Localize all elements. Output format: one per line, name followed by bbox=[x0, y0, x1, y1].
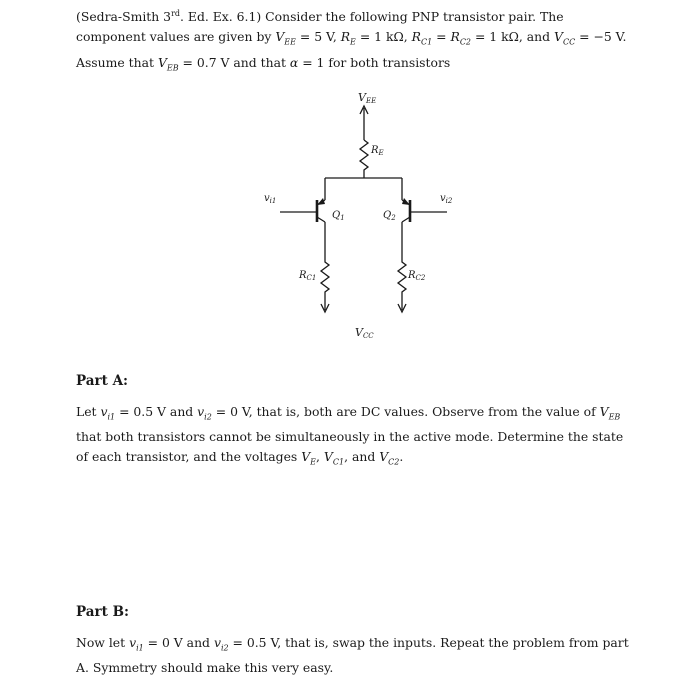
part-b-text: Now let $v_{i1} = 0$ V and $v_{i2} = 0.5$ V, that is, swap the inputs. Repeat the problem from part A. Symmetry should make this very easy. bbox=[76, 635, 629, 676]
q1-transistor bbox=[280, 198, 325, 222]
part-a-heading: Part A: bbox=[76, 373, 129, 389]
re-label: $R_E$ bbox=[371, 145, 384, 157]
rc2-label: $R_{C2}$ bbox=[408, 270, 426, 282]
q2-label: $Q_2$ bbox=[383, 210, 396, 222]
vi1-label: $v_{i1}$ bbox=[264, 193, 277, 205]
part-a-text: Let $v_{i1} = 0.5$ V and $v_{i2} = 0$ V, that is, both are DC values. Observe from the value of $V_{EB}$ that both transistors cannot be simultaneously in the active mode. Determine the state of each transistor, and the voltages $V_E$, $V_{C1}$, and $V_{C2}$. bbox=[76, 404, 624, 467]
rc2-resistor bbox=[398, 222, 406, 310]
vi2-label: $v_{i2}$ bbox=[440, 193, 453, 205]
re-resistor bbox=[360, 140, 368, 178]
problem-statement: (Sedra-Smith 3rd. Ed. Ex. 6.1) Consider the following PNP transistor pair. The component values are given by $V_{EE} = 5$ V, $R_E = 1$ kΩ, $R_{C1} = R_{C2} = 1$ kΩ, and $V_{CC} = -5$ V. Assume that $V_{EB} = 0.7$ V and that α = 1 for both transistors bbox=[76, 9, 627, 73]
rc1-label: $R_{C1}$ bbox=[299, 270, 317, 282]
part-b-heading: Part B: bbox=[76, 604, 129, 620]
q1-label: $Q_1$ bbox=[332, 210, 345, 222]
vcc-label: VCC bbox=[355, 326, 374, 340]
rc1-resistor bbox=[321, 222, 329, 310]
vee-label: VEE bbox=[358, 91, 377, 105]
